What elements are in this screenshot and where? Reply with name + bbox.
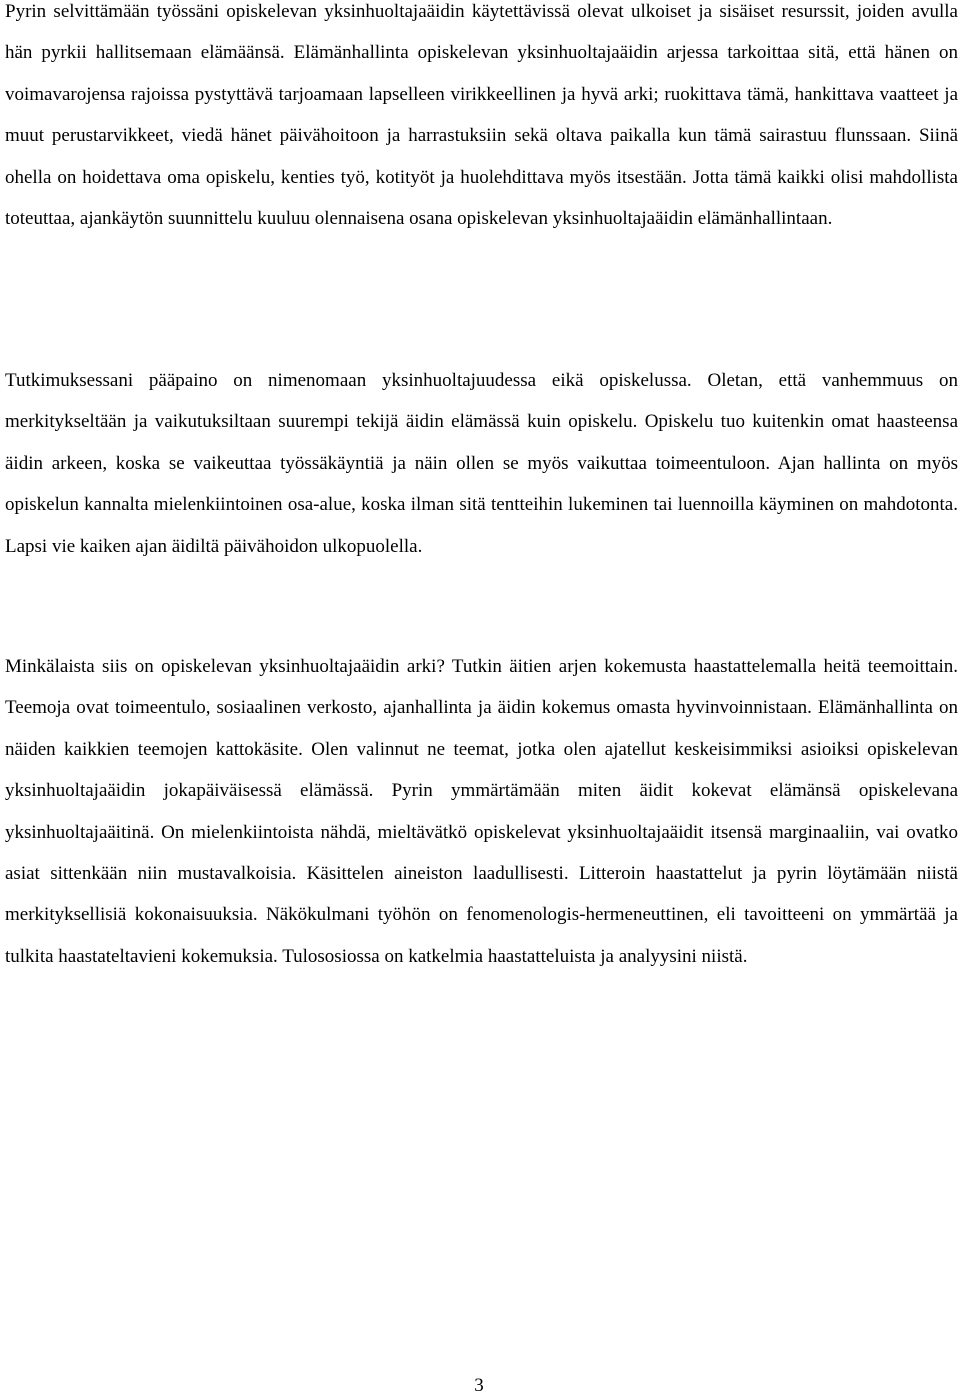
paragraph-research-focus: Tutkimuksessani pääpaino on nimenomaan yksinhuoltajuudessa eikä opiskelussa. Oletan, että vanhemmuus on merkitykseltään ja vaikutuksiltaan suurempi tekijä äidin elämässä kuin opiskelu. Opiskelu tuo kuitenkin omat haasteensa äidin arkeen, koska se vaikeuttaa työssäkäyntiä ja näin ollen se myös vaikuttaa toimeentuloon. Ajan hallinta on myös opiskelun kannalta mielenkiintoinen osa-alue, koska ilman sitä tentteihin lukeminen tai luennoilla käyminen on mahdotonta. Lapsi vie kaiken ajan äidiltä päivähoidon ulkopuolella. [5, 370, 958, 557]
page-number: 3 [474, 1375, 484, 1396]
paragraph-resources: Pyrin selvittämään työssäni opiskelevan yksinhuoltajaäidin käytettävissä olevat ulkoiset ja sisäiset resurssit, joiden avulla hän pyrkii hallitsemaan elämäänsä. Elämänhallinta opiskelevan yksinhuoltajaäidin arjessa tarkoittaa sitä, että hänen on voimavarojensa rajoissa pystyttävä tarjoamaan lapselleen virikkeellinen ja hyvä arki; ruokittava tämä, hankittava vaatteet ja muut perustarvikkeet, viedä hänet päivähoitoon ja harrastuksiin sekä oltava paikalla kun tämä sairastuu flunssaan. Siinä ohella on hoidettava oma opiskelu, kenties työ, kotityöt ja huolehdittava myös itsestään. Jotta tämä kaikki olisi mahdollista toteuttaa, ajankäytön suunnittelu kuuluu olennaisena osana opiskelevan yksinhuoltajaäidin elämänhallintaan. [5, 1, 958, 230]
paragraph-method: Minkälaista siis on opiskelevan yksinhuoltajaäidin arki? Tutkin äitien arjen kokemusta haastattelemalla heitä teemoittain. Teemoja ovat toimeentulo, sosiaalinen verkosto, ajanhallinta ja äidin kokemus omasta hyvinvoinnistaan. Elämänhallinta on näiden kaikkien teemojen kattokäsite. Olen valinnut ne teemat, jotka olen ajatellut keskeisimmiksi asioiksi opiskelevan yksinhuoltajaäidin jokapäiväisessä elämässä. Pyrin ymmärtämään miten äidit kokevat elämänsä opiskelevana yksinhuoltajaäitinä. On mielenkiintoista nähdä, mieltävätkö opiskelevat yksinhuoltajaäidit itsensä marginaaliin, vai ovatko asiat sittenkään niin mustavalkoisia. Käsittelen aineiston laadullisesti. Litteroin haastattelut ja pyrin löytämään niistä merkityksellisiä kokonaisuuksia. Näkökulmani työhön on fenomenologis-hermeneuttinen, eli tavoitteeni on ymmärtää ja tulkita haastateltavieni kokemuksia. Tulososiossa on katkelmia haastatteluista ja analyysini niistä. [5, 656, 958, 967]
